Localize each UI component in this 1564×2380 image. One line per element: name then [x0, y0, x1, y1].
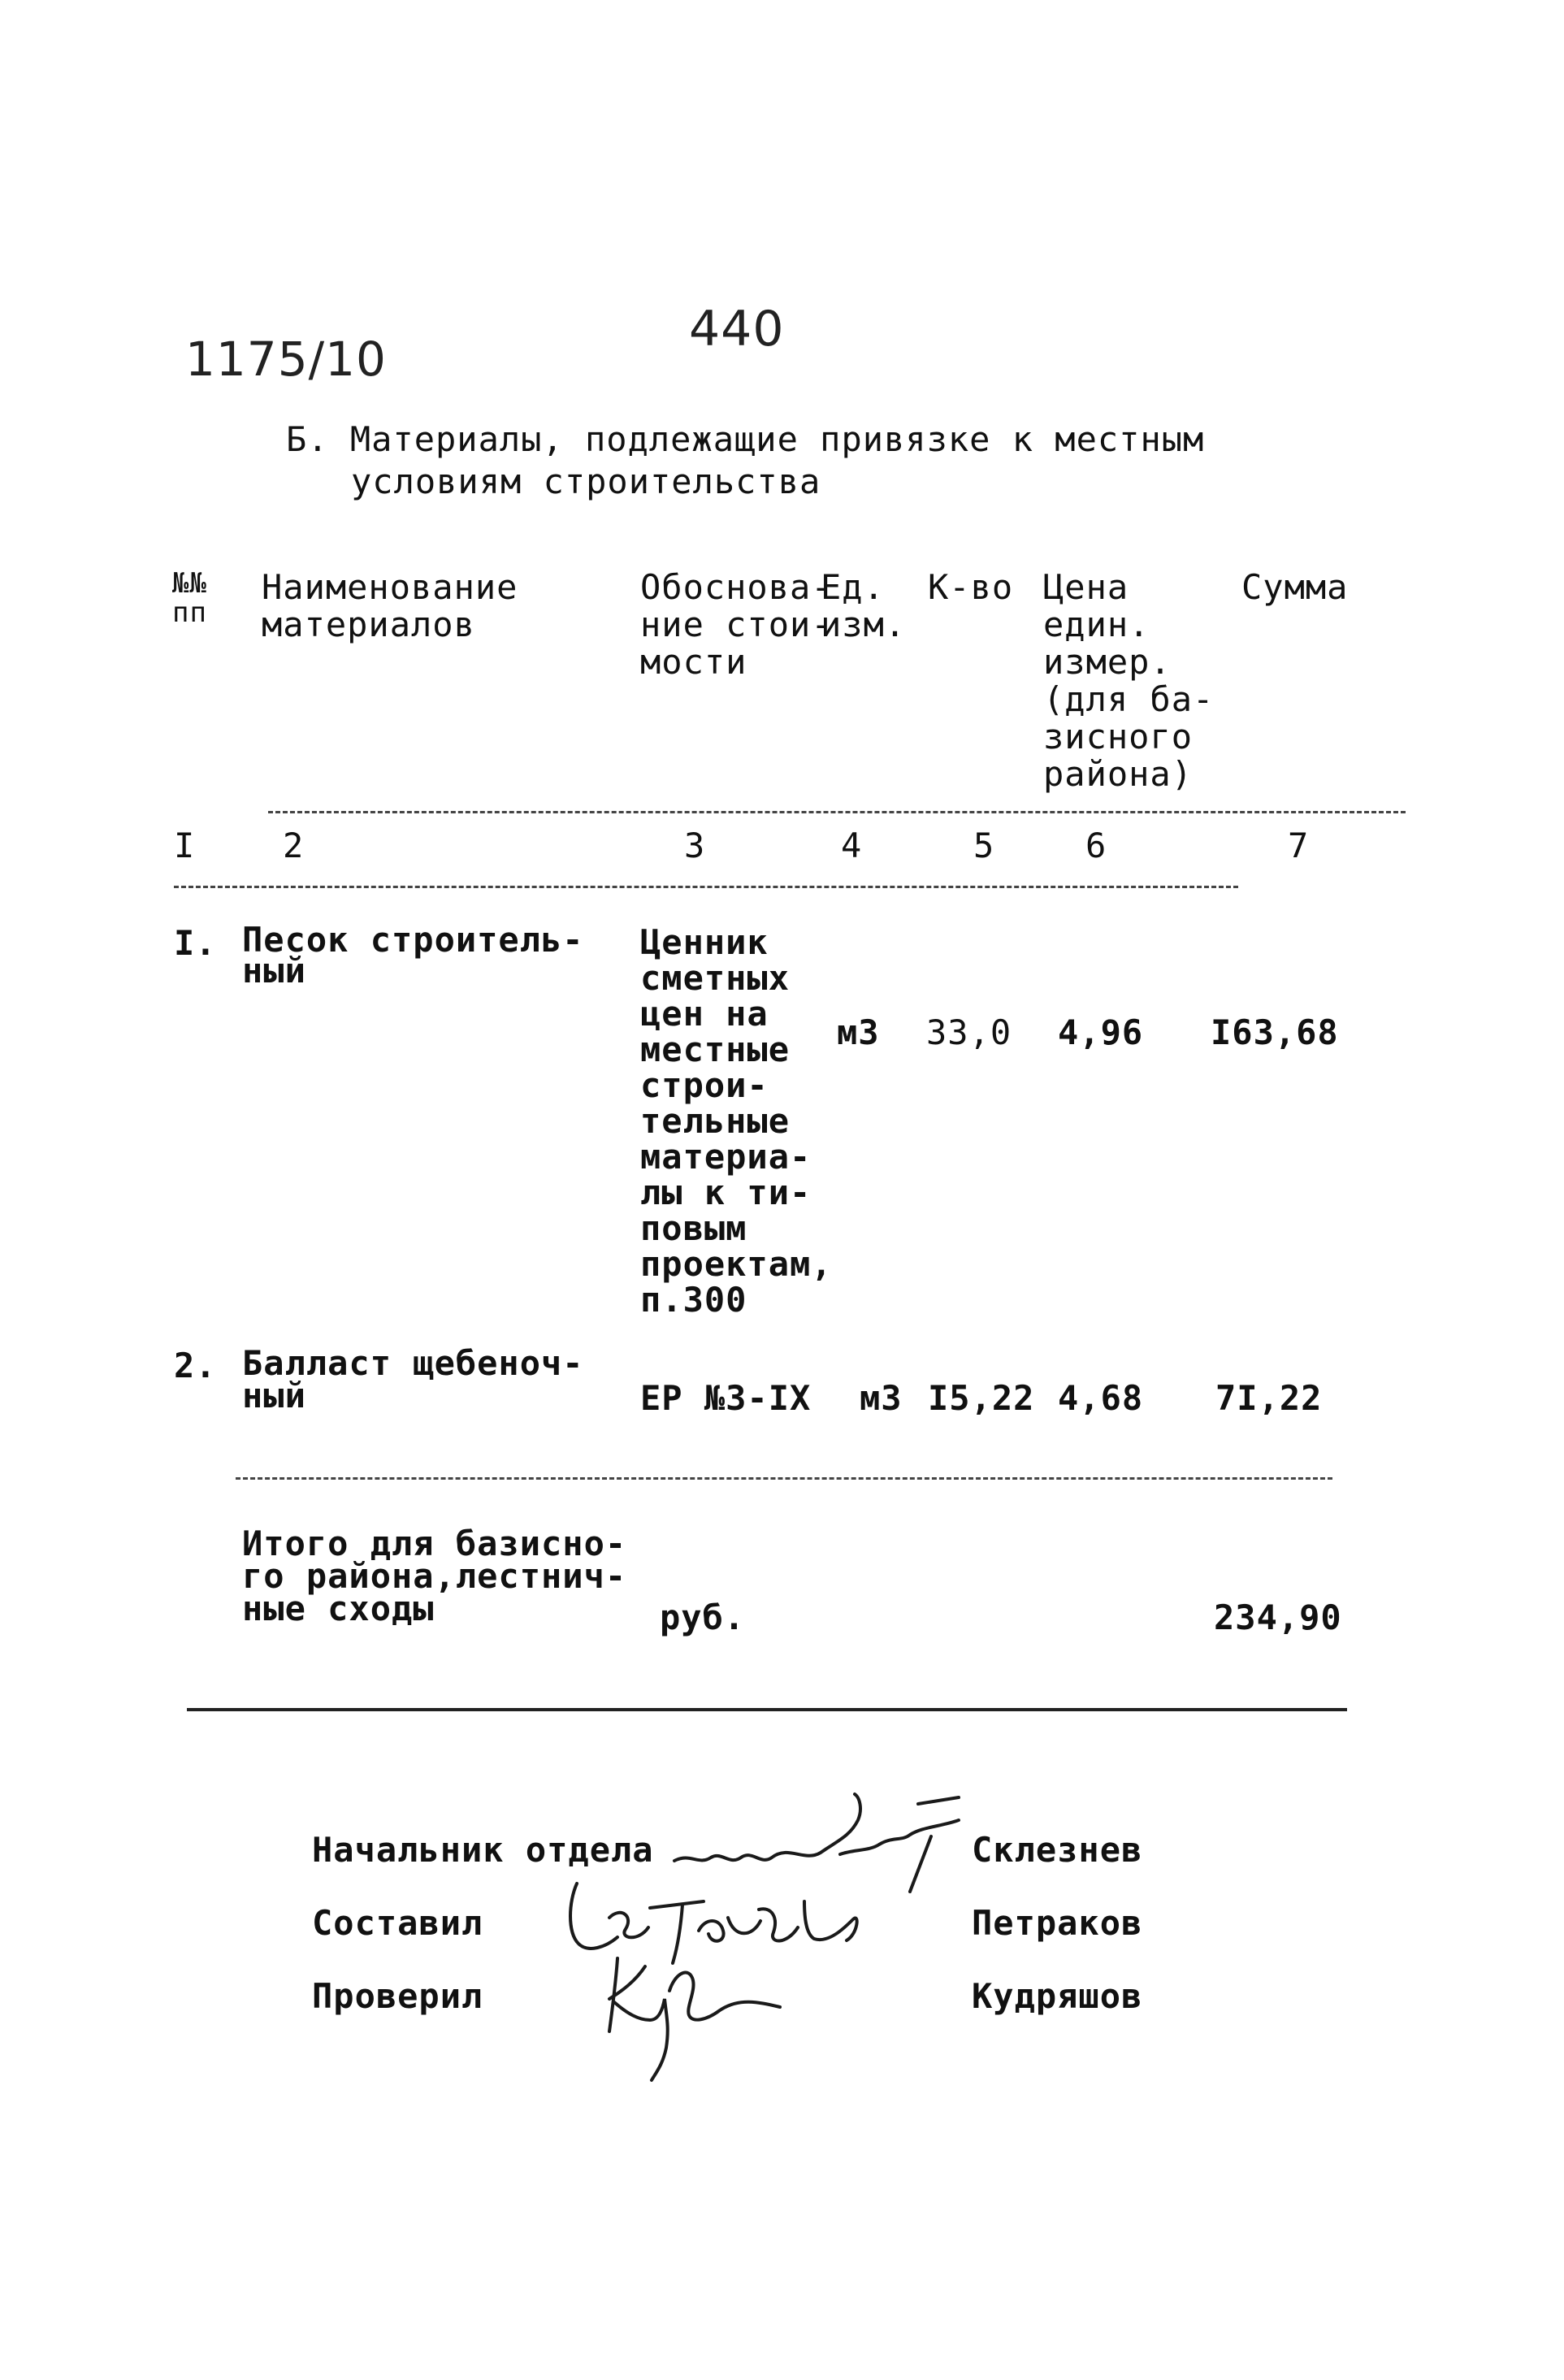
header-name: Наименование материалов: [262, 567, 518, 644]
rows-divider: [236, 1477, 1332, 1480]
column-number: 2: [283, 826, 305, 865]
signature-name: Склезнев: [972, 1830, 1143, 1870]
total-label: Итого для базисно- го района,лестнич- ные сходы: [242, 1524, 627, 1628]
page-number: 440: [689, 301, 785, 358]
unit: м3: [860, 1378, 903, 1418]
document-number: 1175/10: [185, 332, 387, 387]
column-number: 7: [1288, 826, 1310, 865]
column-number: I: [174, 826, 196, 865]
column-number: 6: [1085, 826, 1107, 865]
signature-name: Петраков: [972, 1903, 1143, 1943]
cost-basis: ЕР №3-IX: [640, 1378, 812, 1418]
total-sum: 234,90: [1214, 1598, 1342, 1637]
header-price: Цена един. измер. (для ба- зисного района): [1043, 567, 1215, 794]
quantity: 33,0: [926, 1012, 1012, 1052]
row-sum: I63,68: [1211, 1012, 1339, 1052]
total-unit: руб.: [660, 1598, 746, 1637]
unit-price: 4,68: [1058, 1378, 1144, 1418]
column-numbers-divider: [174, 886, 1238, 888]
column-number: 3: [684, 826, 706, 865]
signature-checker-image: [585, 1942, 796, 2088]
header-divider: [268, 811, 1406, 813]
material-name: Балласт щебеноч- ный: [242, 1343, 584, 1415]
signature-role: Составил: [312, 1903, 483, 1943]
material-name: Песок строитель- ный: [242, 920, 584, 991]
header-sum: Сумма: [1241, 567, 1349, 607]
header-qty: К-во: [928, 567, 1014, 607]
row-number: 2.: [174, 1346, 217, 1385]
header-basis: Обоснова- ние стои- мости: [640, 567, 833, 682]
cost-basis: Ценник сметных цен на местные строи- тельные материа- лы к ти- повым проектам, п.300: [640, 922, 833, 1320]
quantity: I5,22: [928, 1378, 1035, 1418]
row-sum: 7I,22: [1215, 1378, 1323, 1418]
section-title-line-1: Б. Материалы, подлежащие привязке к местным: [286, 419, 1205, 459]
row-number: I.: [174, 923, 217, 963]
signature-name: Кудряшов: [972, 1976, 1143, 2016]
unit-price: 4,96: [1058, 1012, 1144, 1052]
signature-role: Начальник отдела: [312, 1830, 654, 1870]
section-title-line-2: условиям строительства: [351, 462, 821, 501]
column-number: 5: [973, 826, 995, 865]
unit: м3: [837, 1012, 880, 1052]
column-number: 4: [841, 826, 863, 865]
header-num: №№ пп: [172, 567, 207, 629]
header-unit: Ед. изм.: [821, 567, 907, 644]
total-divider: [187, 1708, 1347, 1711]
signature-role: Проверил: [312, 1976, 483, 2016]
